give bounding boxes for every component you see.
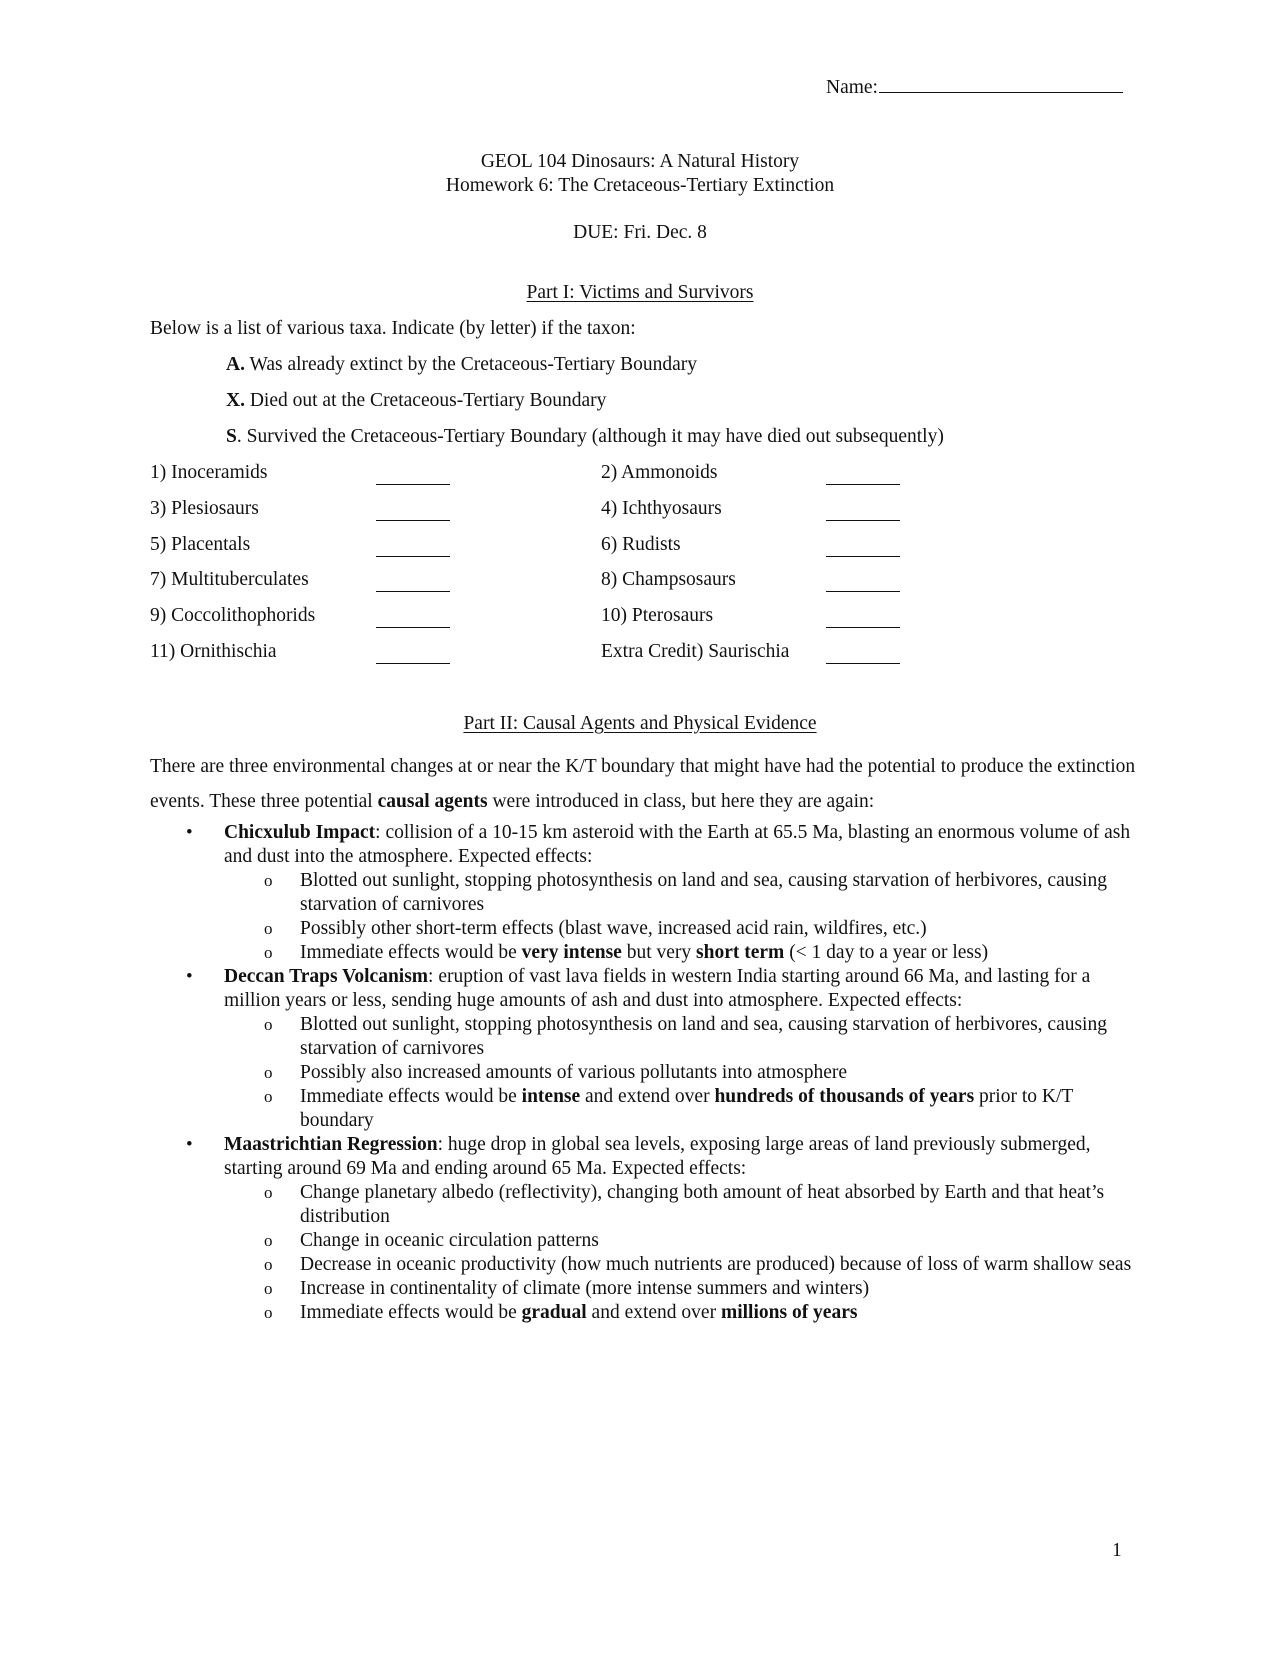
course-title: GEOL 104 Dinosaurs: A Natural History <box>480 151 800 172</box>
agent-name: Maastrichtian Regression <box>224 1134 438 1155</box>
effect-text: Change in oceanic circulation patterns <box>300 1230 599 1251</box>
sub-marker: o <box>264 1255 273 1274</box>
answer-blank[interactable] <box>826 520 900 521</box>
agent-item <box>150 821 1150 965</box>
answer-blank[interactable] <box>826 591 900 592</box>
taxon-label: 5) Placentals <box>150 533 251 555</box>
bullet-marker: • <box>186 822 193 843</box>
agent-desc: : collision of a 10-15 km asteroid with the Earth at 65.5 Ma, blasting an enormous volume of ash and dust into the atmosphere. Expected effects: <box>224 822 1131 867</box>
effect-item <box>150 1013 1150 1061</box>
effect-text: Immediate effects would be <box>300 1302 522 1323</box>
due-date: DUE: Fri. Dec. 8 <box>573 222 707 243</box>
answer-blank[interactable] <box>826 627 900 628</box>
option-text: Was already extinct by the Cretaceous-Tertiary Boundary <box>244 354 698 375</box>
effect-item <box>150 869 1150 917</box>
sub-marker: o <box>264 1063 273 1082</box>
name-field <box>826 74 1123 99</box>
taxon-label: 3) Plesiosaurs <box>150 497 259 519</box>
effect-text: Blotted out sunlight, stopping photosynthesis on land and sea, causing starvation of herbivores, causing starvation of carnivores <box>300 870 1107 915</box>
sub-marker: o <box>264 1087 273 1106</box>
effect-emphasis: hundreds of thousands of years <box>714 1086 975 1107</box>
sub-marker: o <box>264 871 273 890</box>
effect-emphasis: gradual <box>521 1302 587 1323</box>
effect-text: (< 1 day to a year or less) <box>784 942 989 963</box>
option-text: Died out at the Cretaceous-Tertiary Boundary <box>244 390 607 411</box>
bullet-marker: • <box>186 966 193 987</box>
sub-marker: o <box>264 1015 273 1034</box>
answer-blank[interactable] <box>376 556 450 557</box>
causal-agents-list <box>150 821 1150 1325</box>
taxon-label: 11) Ornithischia <box>150 641 277 662</box>
option-row <box>226 390 606 412</box>
part2-intro-text-b: were introduced in class, but here they are again: <box>487 791 875 812</box>
answer-blank[interactable] <box>376 484 450 485</box>
part2-intro <box>150 749 1160 819</box>
effect-list <box>224 1181 1150 1325</box>
agent-desc: : huge drop in global sea levels, exposing large areas of land previously submerged, starting around 69 Ma and ending around 65 Ma. Expected effects: <box>224 1134 1091 1179</box>
taxon-label: Extra Credit) Saurischia <box>601 641 790 662</box>
answer-blank[interactable] <box>376 663 450 664</box>
effect-text: Possibly also increased amounts of various pollutants into atmosphere <box>300 1062 847 1083</box>
taxon-label: 8) Champsosaurs <box>601 569 736 591</box>
bullet-marker: • <box>186 1134 193 1155</box>
effect-text: but very <box>621 942 697 963</box>
answer-blank[interactable] <box>826 484 900 485</box>
page-number: 1 <box>1112 1540 1122 1561</box>
answer-blank[interactable] <box>826 556 900 557</box>
effect-item <box>150 1229 1150 1253</box>
taxon-label: 9) Coccolithophorids <box>150 605 316 627</box>
option-row <box>226 426 944 448</box>
option-text: . Survived the Cretaceous-Tertiary Boundary (although it may have died out subsequently) <box>236 426 944 447</box>
part2-intro-bold: causal agents <box>377 791 488 812</box>
effect-emphasis: intense <box>521 1086 581 1107</box>
effect-item <box>150 1277 1150 1301</box>
effect-emphasis: millions of years <box>720 1302 858 1323</box>
answer-blank[interactable] <box>376 627 450 628</box>
effect-item <box>150 1253 1150 1277</box>
taxon-label: 7) Multituberculates <box>150 569 309 591</box>
effect-text: and extend over <box>580 1086 715 1107</box>
effect-text: prior to K/T boundary <box>300 1086 1073 1131</box>
agent-text <box>224 965 1150 1013</box>
taxon-label: 2) Ammonoids <box>601 462 718 483</box>
agent-text <box>224 1133 1150 1181</box>
sub-marker: o <box>264 1279 273 1298</box>
effect-list <box>224 869 1150 965</box>
option-row <box>226 354 697 376</box>
effect-text: Immediate effects would be <box>300 1086 522 1107</box>
option-letter: S <box>226 426 237 447</box>
taxon-label: 1) Inoceramids <box>150 462 268 483</box>
agent-text <box>224 821 1150 869</box>
effect-item <box>150 1181 1150 1229</box>
answer-blank[interactable] <box>376 591 450 592</box>
agent-name: Chicxulub Impact <box>224 822 376 843</box>
effect-item <box>150 1061 1150 1085</box>
part2-heading: Part II: Causal Agents and Physical Evidence <box>463 713 817 734</box>
effect-emphasis: very intense <box>521 942 622 963</box>
sub-marker: o <box>264 1231 273 1250</box>
name-label: Name: <box>826 77 878 98</box>
effect-text: Increase in continentality of climate (more intense summers and winters) <box>300 1278 870 1299</box>
effect-list <box>224 1013 1150 1133</box>
name-blank[interactable] <box>879 74 1123 93</box>
agent-desc: : eruption of vast lava fields in western India starting around 66 Ma, and lasting for a million years or less, sending huge amounts of ash and dust into atmosphere. Expected effects: <box>224 966 1091 1011</box>
option-letter: X. <box>226 390 245 411</box>
agent-name: Deccan Traps Volcanism <box>224 966 429 987</box>
effect-text: Possibly other short-term effects (blast wave, increased acid rain, wildfires, etc.) <box>300 918 927 939</box>
agent-item <box>150 1133 1150 1325</box>
taxon-label: 10) Pterosaurs <box>601 605 714 627</box>
agent-item <box>150 965 1150 1133</box>
sub-marker: o <box>264 919 273 938</box>
answer-blank[interactable] <box>826 663 900 664</box>
effect-item <box>150 1085 1150 1133</box>
part1-heading: Part I: Victims and Survivors <box>526 282 754 303</box>
effect-text: and extend over <box>586 1302 721 1323</box>
effect-text: Decrease in oceanic productivity (how much nutrients are produced) because of loss of warm shallow seas <box>300 1254 1132 1275</box>
effect-item <box>150 917 1150 941</box>
homework-title: Homework 6: The Cretaceous-Tertiary Extinction <box>445 175 835 196</box>
taxon-label: 6) Rudists <box>601 533 681 555</box>
answer-blank[interactable] <box>376 520 450 521</box>
taxon-label: 4) Ichthyosaurs <box>601 497 722 519</box>
effect-text: Immediate effects would be <box>300 942 522 963</box>
sub-marker: o <box>264 943 273 962</box>
part1-intro: Below is a list of various taxa. Indicate (by letter) if the taxon: <box>150 318 636 339</box>
effect-text: Change planetary albedo (reflectivity), changing both amount of heat absorbed by Earth and that heat’s distribution <box>300 1182 1105 1227</box>
part2-intro-text-a: There are three environmental changes at or near the K/T boundary that might have had the potential to produce the extinction events. These three potential <box>150 756 1136 812</box>
effect-item <box>150 941 1150 965</box>
sub-marker: o <box>264 1183 273 1202</box>
effect-text: Blotted out sunlight, stopping photosynthesis on land and sea, causing starvation of herbivores, causing starvation of carnivores <box>300 1014 1107 1059</box>
option-letter: A. <box>226 354 245 375</box>
sub-marker: o <box>264 1303 273 1322</box>
effect-emphasis: short term <box>696 942 785 963</box>
effect-item <box>150 1301 1150 1325</box>
